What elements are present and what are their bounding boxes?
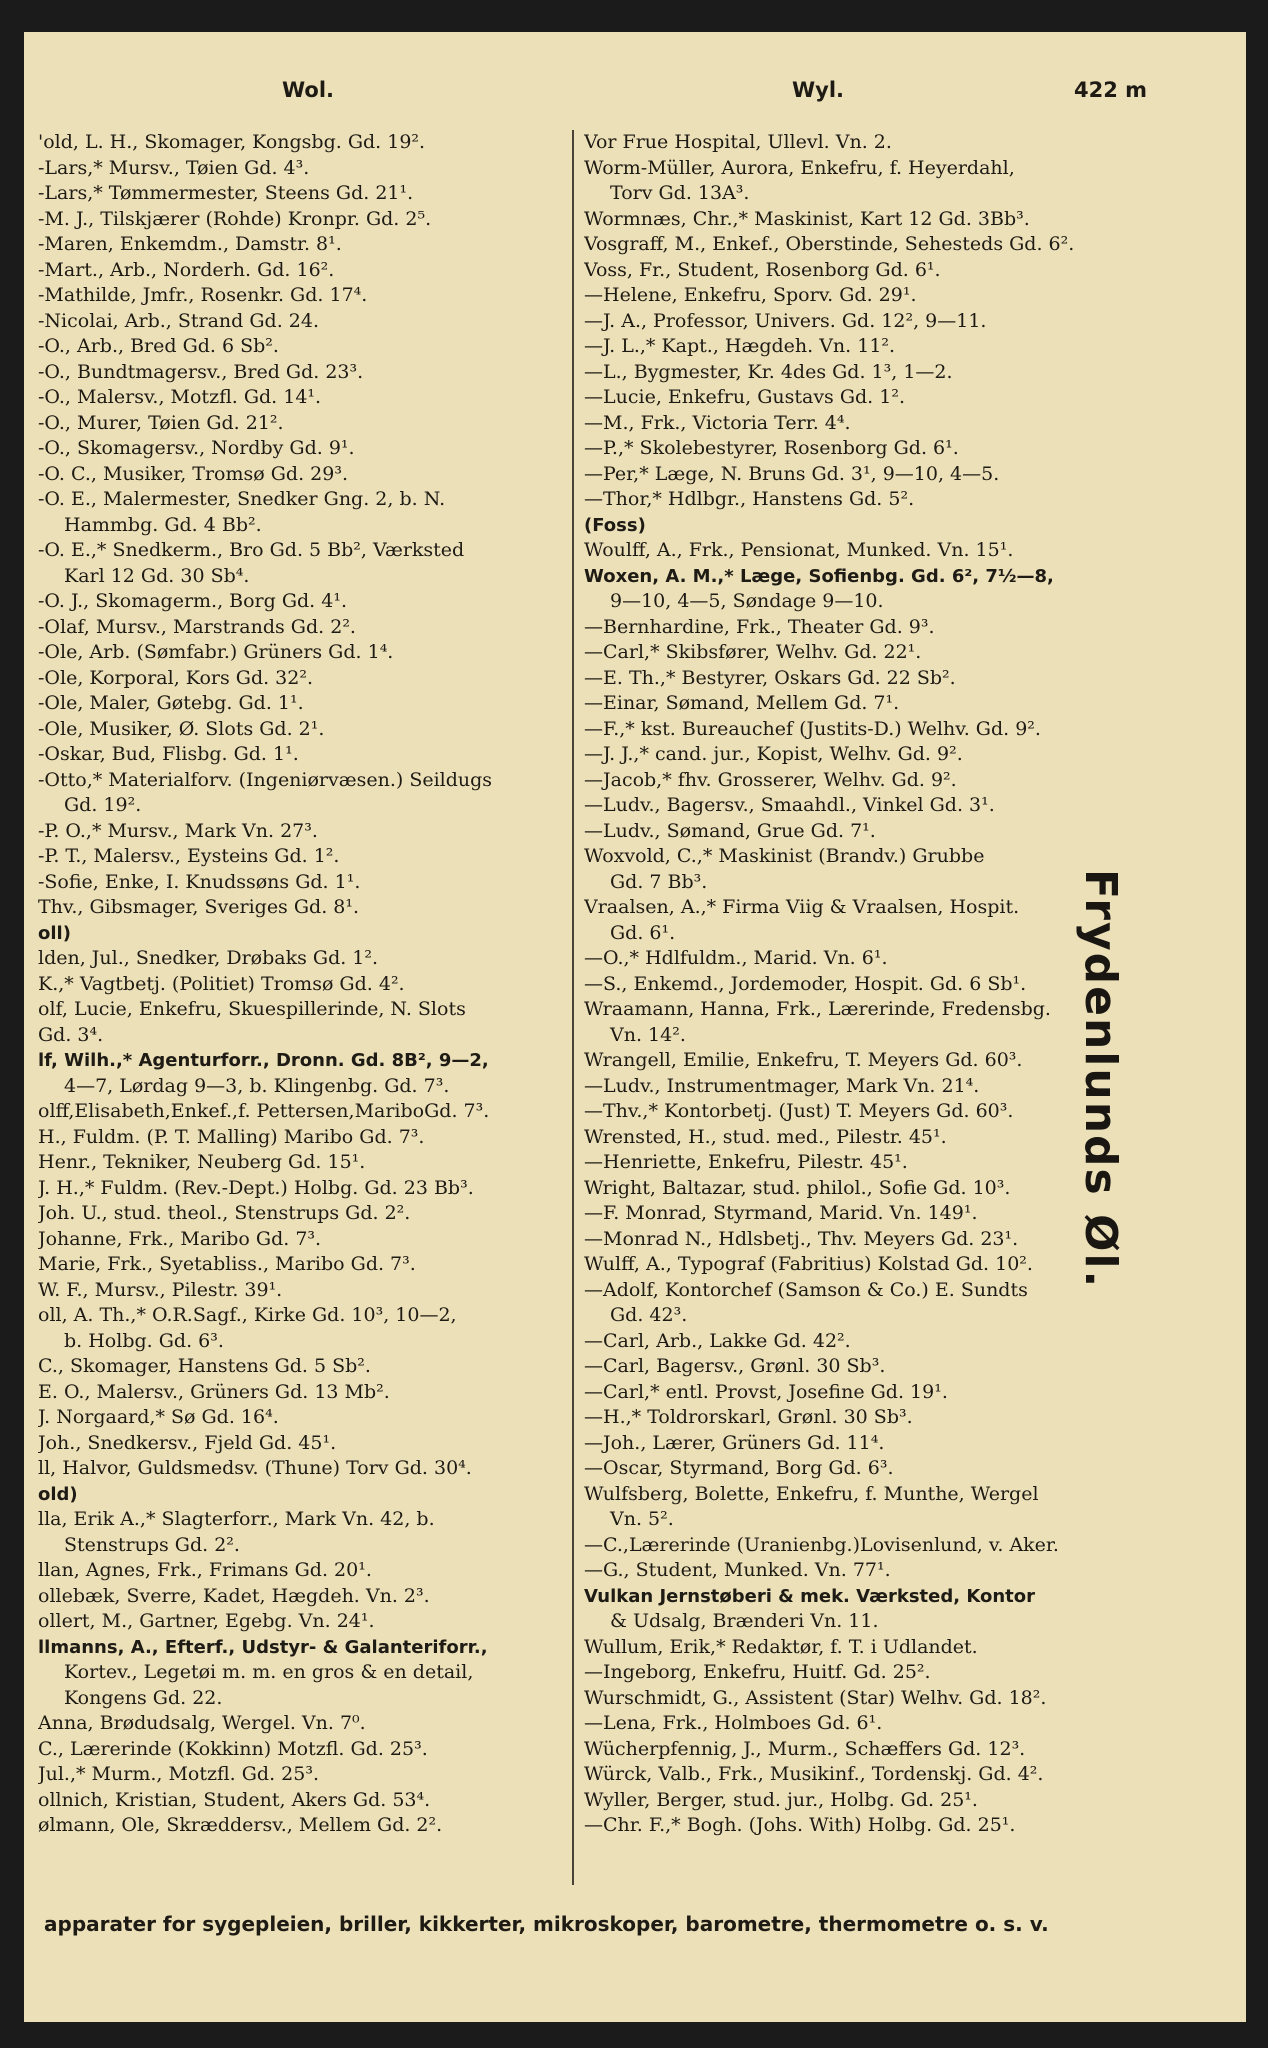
directory-entry: lf, Wilh.,* Agenturforr., Dronn. Gd. 8B², 9—2,	[38, 1050, 489, 1071]
directory-entry: —Jacob,* fhv. Grosserer, Welhv. Gd. 9².	[584, 768, 957, 791]
directory-entry: -Lars,* Tømmermester, Steens Gd. 21¹.	[38, 182, 414, 204]
directory-entry: Gd. 3⁴.	[38, 1023, 104, 1046]
directory-entry: Hammbg. Gd. 4 Bb².	[64, 513, 262, 536]
directory-entry: W. F., Mursv., Pilestr. 39¹.	[38, 1278, 283, 1301]
directory-entry: -O. E.,* Snedkerm., Bro Gd. 5 Bb², Værksted	[38, 539, 465, 561]
directory-entry: Henr., Tekniker, Neuberg Gd. 15¹.	[38, 1151, 366, 1173]
directory-entry: -Lars,* Mursv., Tøien Gd. 4³.	[38, 156, 310, 179]
directory-entry: K.,* Vagtbetj. (Politiet) Tromsø Gd. 4².	[38, 972, 405, 995]
column-divider	[572, 130, 574, 1885]
directory-entry: llan, Agnes, Frk., Frimans Gd. 20¹.	[38, 1559, 372, 1581]
directory-entry: -Maren, Enkemdm., Damstr. 8¹.	[38, 233, 342, 255]
directory-entry: —J. L.,* Kapt., Hægdeh. Vn. 11².	[584, 335, 896, 357]
directory-entry: Wrensted, H., stud. med., Pilestr. 45¹.	[584, 1125, 947, 1148]
directory-entry: lden, Jul., Snedker, Drøbaks Gd. 1².	[38, 947, 379, 969]
directory-entry: C., Lærerinde (Kokkinn) Motzfl. Gd. 25³.	[38, 1737, 428, 1760]
directory-entry: & Udsalg, Brænderi Vn. 11.	[610, 1610, 879, 1632]
directory-entry: —Ludv., Instrumentmager, Mark Vn. 21⁴.	[584, 1074, 980, 1097]
directory-entry: Woxen, A. M.,* Læge, Sofienbg. Gd. 6², 7½—8,	[584, 565, 1054, 587]
directory-entry: Wurschmidt, G., Assistent (Star) Welhv. Gd. 18².	[584, 1686, 1047, 1709]
header-left: Wol.	[282, 78, 335, 102]
directory-entry: Karl 12 Gd. 30 Sb⁴.	[64, 564, 250, 587]
directory-entry: Wraamann, Hanna, Frk., Lærerinde, Fredensbg.	[584, 998, 1051, 1020]
directory-entry: olf, Lucie, Enkefru, Skuespillerinde, N. Slots	[38, 998, 466, 1020]
directory-entry: Joh. U., stud. theol., Stenstrups Gd. 2².	[38, 1202, 411, 1224]
directory-entry: Wulff, A., Typograf (Fabritius) Kolstad Gd. 10².	[584, 1253, 1033, 1275]
directory-entry: Stenstrups Gd. 2².	[64, 1533, 240, 1556]
directory-entry: Woulff, A., Frk., Pensionat, Munked. Vn. 15¹.	[584, 539, 1014, 561]
directory-entry: —Thor,* Hdlbgr., Hanstens Gd. 5².	[584, 488, 915, 510]
directory-entry: Vulkan Jernstøberi & mek. Værksted, Kontor	[584, 1585, 1035, 1607]
directory-entry: -Ole, Arb. (Sømfabr.) Grüners Gd. 1⁴.	[38, 641, 394, 663]
directory-entry: H., Fuldm. (P. T. Malling) Maribo Gd. 7³.	[38, 1125, 425, 1148]
directory-entry: Voss, Fr., Student, Rosenborg Gd. 6¹.	[584, 258, 941, 281]
directory-entry: —P.,* Skolebestyrer, Rosenborg Gd. 6¹.	[584, 437, 959, 459]
directory-entry: -Ole, Musiker, Ø. Slots Gd. 2¹.	[38, 717, 325, 740]
directory-entry: ll, Halvor, Guldsmedsv. (Thune) Torv Gd. 30⁴.	[38, 1457, 472, 1479]
directory-entry: -Ole, Maler, Gøtebg. Gd. 1¹.	[38, 692, 304, 714]
directory-entry: ølmann, Ole, Skræddersv., Mellem Gd. 2².	[38, 1814, 443, 1836]
directory-entry: -O., Arb., Bred Gd. 6 Sb².	[38, 335, 279, 357]
directory-entry: —Oscar, Styrmand, Borg Gd. 6³.	[584, 1457, 894, 1479]
directory-entry: Wyller, Berger, stud. jur., Holbg. Gd. 25¹.	[584, 1788, 978, 1811]
directory-entry: —Lucie, Enkefru, Gustavs Gd. 1².	[584, 386, 906, 408]
directory-entry: —Ludv., Sømand, Grue Gd. 7¹.	[584, 819, 876, 842]
directory-entry: —Henriette, Enkefru, Pilestr. 45¹.	[584, 1151, 908, 1173]
directory-entry: -O., Malersv., Motzfl. Gd. 14¹.	[38, 386, 322, 408]
directory-entry: -Oskar, Bud, Flisbg. Gd. 1¹.	[38, 743, 299, 765]
directory-entry: Wright, Baltazar, stud. philol., Sofie Gd. 10³.	[584, 1176, 1011, 1199]
directory-entry: —Ludv., Bagersv., Smaahdl., Vinkel Gd. 3¹.	[584, 794, 995, 816]
directory-entry: olff,Elisabeth,Enkef.,f. Pettersen,MariboGd. 7³.	[38, 1100, 490, 1122]
directory-entry: Vor Frue Hospital, Ullevl. Vn. 2.	[584, 131, 892, 153]
directory-entry: Wulfsberg, Bolette, Enkefru, f. Munthe, Wergel	[584, 1482, 1039, 1505]
directory-entry: llmanns, A., Efterf., Udstyr- & Galanteriforr.,	[38, 1636, 488, 1658]
directory-entry: —Joh., Lærer, Grüners Gd. 11⁴.	[584, 1431, 885, 1454]
directory-entry: (Foss)	[584, 514, 646, 536]
directory-entry: Vn. 14².	[610, 1023, 686, 1046]
directory-entry: Kortev., Legetøi m. m. en gros & en detail,	[64, 1661, 474, 1683]
directory-entry: Gd. 19².	[64, 794, 142, 816]
directory-entry: -O., Skomagersv., Nordby Gd. 9¹.	[38, 437, 355, 459]
directory-entry: —M., Frk., Victoria Terr. 4⁴.	[584, 411, 851, 434]
directory-entry: -M. J., Tilskjærer (Rohde) Kronpr. Gd. 2⁵.	[38, 207, 432, 230]
directory-entry: -Nicolai, Arb., Strand Gd. 24.	[38, 309, 319, 332]
directory-entry: Wücherpfennig, J., Murm., Schæffers Gd. 12³.	[584, 1737, 1026, 1760]
directory-entry: —Thv.,* Kontorbetj. (Just) T. Meyers Gd. 60³.	[584, 1100, 1014, 1122]
directory-entry: oll, A. Th.,* O.R.Sagf., Kirke Gd. 10³, 10—2,	[38, 1304, 457, 1326]
directory-entry: —E. Th.,* Bestyrer, Oskars Gd. 22 Sb².	[584, 666, 956, 689]
directory-entry: —Adolf, Kontorchef (Samson & Co.) E. Sundts	[584, 1278, 1028, 1301]
page-number: 422 m	[1074, 78, 1148, 102]
directory-entry: 9—10, 4—5, Søndage 9—10.	[610, 590, 884, 612]
left-column	[38, 130, 586, 1839]
directory-entry: J. Norgaard,* Sø Gd. 16⁴.	[38, 1406, 279, 1428]
directory-entry: Gd. 7 Bb³.	[610, 870, 708, 893]
directory-entry: Würck, Valb., Frk., Musikinf., Tordenskj. Gd. 4².	[584, 1763, 1044, 1785]
directory-entry: old)	[38, 1483, 78, 1505]
directory-entry: —Carl, Arb., Lakke Gd. 42².	[584, 1329, 851, 1352]
directory-entry: ollebæk, Sverre, Kadet, Hægdeh. Vn. 2³.	[38, 1584, 430, 1607]
directory-entry: oll)	[38, 922, 71, 944]
directory-entry: C., Skomager, Hanstens Gd. 5 Sb².	[38, 1355, 371, 1377]
directory-entry: Vn. 5².	[610, 1508, 674, 1530]
directory-entry: Wrangell, Emilie, Enkefru, T. Meyers Gd. 60³.	[584, 1049, 1023, 1071]
directory-entry: -O., Murer, Tøien Gd. 21².	[38, 411, 284, 434]
directory-entry: -Olaf, Mursv., Marstrands Gd. 2².	[38, 615, 356, 638]
directory-entry: ollert, M., Gartner, Egebg. Vn. 24¹.	[38, 1610, 375, 1632]
directory-entry: -O., Bundtmagersv., Bred Gd. 23³.	[38, 360, 364, 383]
directory-entry: Vraalsen, A.,* Firma Viig & Vraalsen, Hospit.	[584, 896, 1020, 918]
directory-entry: 4—7, Lørdag 9—3, b. Klingenbg. Gd. 7³.	[64, 1074, 450, 1097]
directory-entry: lla, Erik A.,* Slagterforr., Mark Vn. 42, b.	[38, 1508, 435, 1530]
directory-entry: Gd. 6¹.	[610, 921, 676, 944]
directory-entry: —Per,* Læge, N. Bruns Gd. 3¹, 9—10, 4—5.	[584, 462, 1000, 485]
directory-entry: -O. E., Malermester, Snedker Gng. 2, b. N.	[38, 488, 446, 510]
directory-entry: Worm-Müller, Aurora, Enkefru, f. Heyerdahl,	[584, 156, 1015, 179]
directory-entry: —Helene, Enkefru, Sporv. Gd. 29¹.	[584, 284, 917, 306]
directory-entry: 'old, L. H., Skomager, Kongsbg. Gd. 19².	[38, 131, 426, 153]
directory-entry: —Ingeborg, Enkefru, Huitf. Gd. 25².	[584, 1661, 931, 1683]
directory-entry: —Lena, Frk., Holmboes Gd. 6¹.	[584, 1712, 883, 1734]
directory-entry: Joh., Snedkersv., Fjeld Gd. 45¹.	[38, 1431, 337, 1454]
directory-entry: —S., Enkemd., Jordemoder, Hospit. Gd. 6 Sb¹.	[584, 972, 1027, 995]
directory-entry: Thv., Gibsmager, Sveriges Gd. 8¹.	[38, 896, 360, 918]
directory-entry: Woxvold, C.,* Maskinist (Brandv.) Grubbe	[584, 845, 985, 867]
directory-entry: —Chr. F.,* Bogh. (Johs. With) Holbg. Gd. 25¹.	[584, 1814, 1016, 1836]
directory-entry: —Monrad N., Hdlsbetj., Thv. Meyers Gd. 23¹.	[584, 1227, 1019, 1250]
directory-entry: Vosgraff, M., Enkef., Oberstinde, Sehesteds Gd. 6².	[584, 233, 1075, 255]
directory-entry: —Einar, Sømand, Mellem Gd. 7¹.	[584, 692, 900, 714]
directory-entry: —F.,* kst. Bureauchef (Justits-D.) Welhv. Gd. 9².	[584, 717, 1041, 740]
directory-entry: E. O., Malersv., Grüners Gd. 13 Mb².	[38, 1380, 390, 1403]
directory-entry: -Otto,* Materialforv. (Ingeniørvæsen.) Seildugs	[38, 768, 493, 791]
directory-entry: b. Holbg. Gd. 6³.	[64, 1329, 224, 1352]
directory-entry: —C.,Lærerinde (Uranienbg.)Lovisenlund, v. Aker.	[584, 1533, 1059, 1556]
directory-entry: —J. A., Professor, Univers. Gd. 12², 9—11.	[584, 309, 987, 332]
directory-entry: —O.,* Hdlfuldm., Marid. Vn. 6¹.	[584, 947, 888, 969]
directory-entry: -P. O.,* Mursv., Mark Vn. 27³.	[38, 819, 318, 842]
directory-entry: —G., Student, Munked. Vn. 77¹.	[584, 1559, 891, 1581]
directory-entry: -Sofie, Enke, I. Knudssøns Gd. 1¹.	[38, 870, 361, 893]
directory-entry: —Carl, Bagersv., Grønl. 30 Sb³.	[584, 1355, 886, 1377]
directory-entry: Wormnæs, Chr.,* Maskinist, Kart 12 Gd. 3Bb³.	[584, 207, 1030, 230]
directory-entry: Marie, Frk., Syetabliss., Maribo Gd. 7³.	[38, 1253, 416, 1275]
directory-entry: J. H.,* Fuldm. (Rev.-Dept.) Holbg. Gd. 23 Bb³.	[38, 1176, 474, 1199]
directory-entry: ollnich, Kristian, Student, Akers Gd. 53⁴.	[38, 1788, 431, 1811]
directory-entry: —Carl,* Skibsfører, Welhv. Gd. 22¹.	[584, 641, 922, 663]
directory-entry: -O. C., Musiker, Tromsø Gd. 29³.	[38, 462, 348, 485]
directory-entry: Gd. 42³.	[610, 1304, 688, 1326]
directory-entry: -P. T., Malersv., Eysteins Gd. 1².	[38, 845, 340, 867]
directory-entry: —Bernhardine, Frk., Theater Gd. 9³.	[584, 615, 935, 638]
directory-entry: —Carl,* entl. Provst, Josefine Gd. 19¹.	[584, 1380, 948, 1403]
directory-entry: Kongens Gd. 22.	[64, 1686, 223, 1709]
directory-entry: Anna, Brødudsalg, Wergel. Vn. 7⁰.	[38, 1712, 366, 1734]
directory-entry: Torv Gd. 13A³.	[610, 182, 750, 204]
directory-entry: -Mart., Arb., Norderh. Gd. 16².	[38, 258, 335, 281]
directory-entry: -Mathilde, Jmfr., Rosenkr. Gd. 17⁴.	[38, 284, 368, 306]
side-advertisement: Frydenlunds Øl.	[1075, 869, 1126, 1290]
footer-advertisement: apparater for sygepleien, briller, kikkerter, mikroskoper, barometre, thermometre o. s. v.	[44, 1912, 1049, 1936]
header-center: Wyl.	[792, 78, 845, 102]
directory-entry: -O. J., Skomagerm., Borg Gd. 4¹.	[38, 590, 348, 612]
directory-entry: —L., Bygmester, Kr. 4des Gd. 1³, 1—2.	[584, 360, 953, 383]
directory-entry: —H.,* Toldrorskarl, Grønl. 30 Sb³.	[584, 1406, 913, 1428]
directory-page	[24, 32, 1246, 2022]
directory-entry: —F. Monrad, Styrmand, Marid. Vn. 149¹.	[584, 1202, 978, 1224]
directory-entry: -Ole, Korporal, Kors Gd. 32².	[38, 666, 314, 689]
directory-entry: —J. J.,* cand. jur., Kopist, Welhv. Gd. 9².	[584, 743, 963, 765]
directory-entry: Jul.,* Murm., Motzfl. Gd. 25³.	[38, 1763, 320, 1785]
directory-entry: Johanne, Frk., Maribo Gd. 7³.	[38, 1227, 322, 1250]
directory-entry: Wullum, Erik,* Redaktør, f. T. i Udlandet.	[584, 1635, 978, 1658]
